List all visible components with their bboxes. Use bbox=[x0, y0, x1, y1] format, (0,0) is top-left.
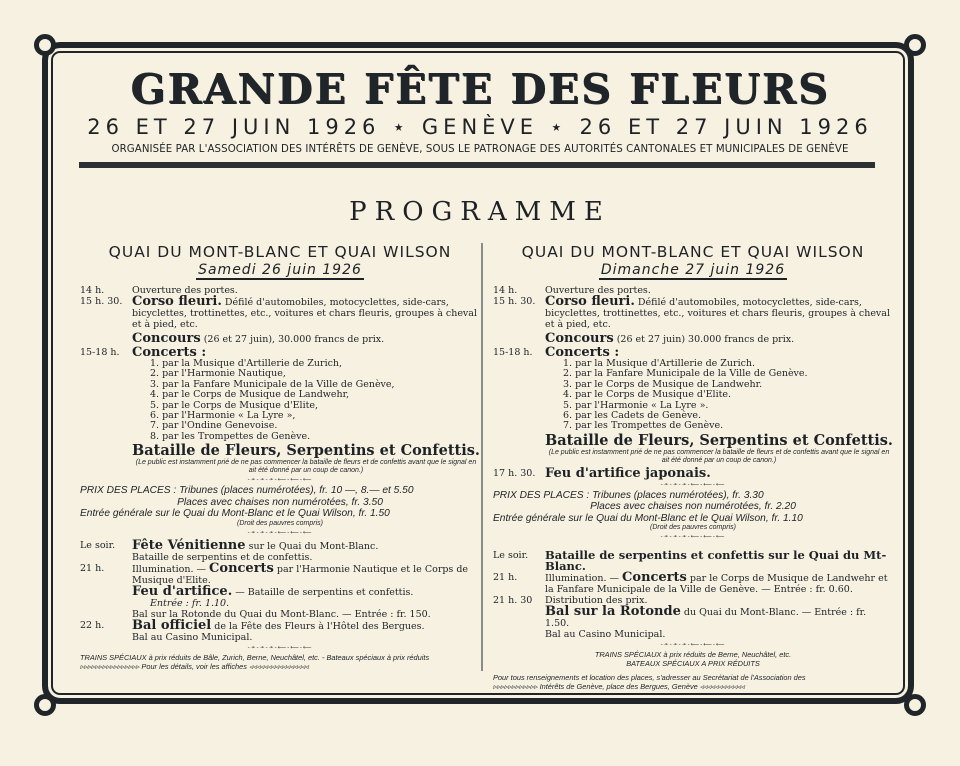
schedule-row: 17 h. 30. Feu d'artifice japonais. bbox=[493, 465, 711, 481]
ticket-prices: PRIX DES PLACES : Tribunes (places numérotées), fr. 3.30 Places avec chaises non numérotées, fr. 2.20 Entrée générale sur le Quai du Mont-Blanc et le Quai Wilson, fr. 1.10 (Droit des pauvres compris) bbox=[493, 489, 803, 532]
schedule-row: Concours (26 et 27 juin), 30.000 francs de prix. bbox=[132, 331, 385, 346]
footer-note: Pour tous renseignements et location des places, s'adresser au Secrétariat de l'Association des ▹▹▹▹▹▹▹▹▹▹▹▹ Intérêts de Genève, place des Bergues, Genève ◃◃◃◃◃◃◃◃◃◃◃◃ bbox=[493, 673, 806, 692]
schedule-row: Concours (26 et 27 juin) 30.000 francs de prix. bbox=[545, 331, 795, 346]
organiser-line: ORGANISÉE PAR L'ASSOCIATION DES INTÉRÊTS DE GENÈVE, SOUS LE PATRONAGE DES AUTORITÉS CANTONALES ET MUNICIPALES DE GENÈVE bbox=[111, 144, 849, 155]
schedule-row: 15 h. 30. Corso fleuri. Défilé d'automobiles, motocyclettes, side-cars, bicyclettes, trottinettes, etc., voitures et chars fleuris, groupes à cheval et à pied, etc. bbox=[493, 294, 891, 330]
border-corner-ornament bbox=[904, 34, 926, 56]
schedule-row: 21 h. 30 Distribution des prix. Bal sur la Rotonde du Quai du Mont-Blanc. — Entrée : fr. 1.50. Bal au Casino Municipal. bbox=[493, 595, 867, 641]
schedule-row: 15-18 h. Concerts : bbox=[493, 345, 620, 360]
column-divider bbox=[481, 243, 483, 671]
poster-header bbox=[70, 66, 890, 157]
ornament-divider: -➛-➛-➛-⟵-⟵-⟵ bbox=[247, 529, 313, 536]
poster-title: GRANDE FÊTE DES FLEURS bbox=[130, 65, 830, 113]
schedule-row: 22 h. Bal officiel de la Fête des Fleurs à l'Hôtel des Bergues. Bal au Casino Municipal. bbox=[80, 617, 425, 643]
sunday-column bbox=[493, 243, 893, 691]
schedule-row: Le soir. Bataille de serpentins et confettis sur le Quai du Mt-Blanc. bbox=[493, 548, 887, 574]
day-heading: Samedi 26 juin 1926 bbox=[198, 262, 362, 278]
schedule-row: Feu d'artifice. — Bataille de serpentins et confettis. Entrée : fr. 1.10. Bal sur la Rotonde du Quai du Mont-Blanc. — Entrée : fr. 150. bbox=[132, 583, 431, 620]
saturday-column bbox=[80, 243, 480, 671]
schedule-row: 14 h. Ouverture des portes. bbox=[493, 285, 651, 296]
bataille-heading: Bataille de Fleurs, Serpentins et Confettis. bbox=[132, 442, 480, 460]
day-heading: Dimanche 27 juin 1926 bbox=[600, 262, 786, 278]
concert-list: 1. par la Musique d'Artillerie de Zurich. 2. par la Fanfare Municipale de la Ville de Genève. 3. par le Corps de Musique de Landwehr. 4. par le Corps de Musique d'Elite. 5. par l'Harmonie « La Lyre ». 6. par les Cadets de Genève. 7. par les Trompettes de Genève. bbox=[563, 358, 808, 432]
header-rule bbox=[79, 162, 875, 168]
venue-heading: QUAI DU MONT-BLANC ET QUAI WILSON bbox=[521, 243, 865, 261]
concert-list: 1. par la Musique d'Artillerie de Zurich, 2. par l'Harmonie Nautique, 3. par la Fanfare Municipale de la Ville de Genève, 4. par le Corps de Musique de Landwehr, 5. par le Corps de Musique d'Elite, 6. par l'Harmonie « La Lyre », 7. par l'Ondine Genevoise. 8. par les Trompettes de Genève. bbox=[150, 358, 395, 442]
venue-heading: QUAI DU MONT-BLANC ET QUAI WILSON bbox=[108, 243, 452, 261]
ornament-divider: -➛-➛-➛-⟵-⟵-⟵ bbox=[660, 481, 726, 488]
schedule-row: 21 h. Illumination. — Concerts par l'Harmonie Nautique et le Corps de Musique d'Elite. bbox=[80, 560, 469, 586]
bataille-heading: Bataille de Fleurs, Serpentins et Confettis. bbox=[545, 431, 893, 449]
event-dates: 26 ET 27 JUIN 1926 ⋆ GENÈVE ⋆ 26 ET 27 JUIN 1926 bbox=[87, 115, 873, 139]
transport-note: TRAINS SPÉCIAUX à prix réduits de Berne, Neuchâtel, etc. BATEAUX SPÉCIAUX A PRIX RÉDUITS bbox=[594, 650, 792, 669]
ornament-divider: -➛-➛-➛-⟵-⟵-⟵ bbox=[660, 642, 726, 649]
ornament-divider: -➛-➛-➛-⟵-⟵-⟵ bbox=[247, 477, 313, 484]
schedule-row: 15 h. 30. Corso fleuri. Défilé d'automobiles, motocyclettes, side-cars, bicyclettes, trottinettes, etc., voitures et chars fleuris, groupes à cheval et à pied, etc. bbox=[80, 294, 478, 330]
border-corner-ornament bbox=[904, 694, 926, 716]
schedule-row: 21 h. Illumination. — Concerts par le Corps de Musique de Landwehr et la Fanfare Municipale de la Ville de Genève. — Entrée : fr. 0.60. bbox=[493, 570, 888, 596]
schedule-row: 14 h. Ouverture des portes. bbox=[80, 285, 238, 296]
programme-heading: PROGRAMME bbox=[349, 197, 611, 227]
border-corner-ornament bbox=[34, 34, 56, 56]
ornament-divider: -➛-➛-➛-⟵-⟵-⟵ bbox=[247, 644, 313, 651]
ticket-prices: PRIX DES PLACES : Tribunes (places numérotées), fr. 10 —, 8.— et 5.50 Places avec chaises non numérotées, fr. 3.50 Entrée générale sur le Quai du Mont-Blanc et le Quai Wilson, fr. 1.50 (Droit des pauvres compris) bbox=[80, 485, 414, 527]
schedule-row: Le soir. Fête Vénitienne sur le Quai du Mont-Blanc. Bataille de serpentins et de confettis. bbox=[80, 537, 379, 563]
ornament-divider: -➛-➛-➛-⟵-⟵-⟵ bbox=[660, 534, 726, 541]
notice: (Le public est instamment prié de ne pas commencer la bataille de fleurs et de confettis avant que le signal en ait été donné par un coup de canon.) bbox=[135, 459, 477, 475]
schedule-row: 15-18 h. Concerts : bbox=[80, 345, 207, 360]
footer-note: TRAINS SPÉCIAUX à prix réduits de Bâle, Zurich, Berne, Neuchâtel, etc. - Bateaux spéciaux à prix réduits ▹▹▹▹▹▹▹▹▹▹▹▹▹▹▹▹ Pour les détails, voir les affiches ◃◃◃◃◃◃◃◃◃◃◃◃◃◃◃◃ bbox=[80, 652, 430, 671]
notice: (Le public est instamment prié de ne pas commencer la bataille de fleurs et de confettis avant que le signal en ait été donné par un coup de canon.) bbox=[548, 448, 890, 464]
border-corner-ornament bbox=[34, 694, 56, 716]
